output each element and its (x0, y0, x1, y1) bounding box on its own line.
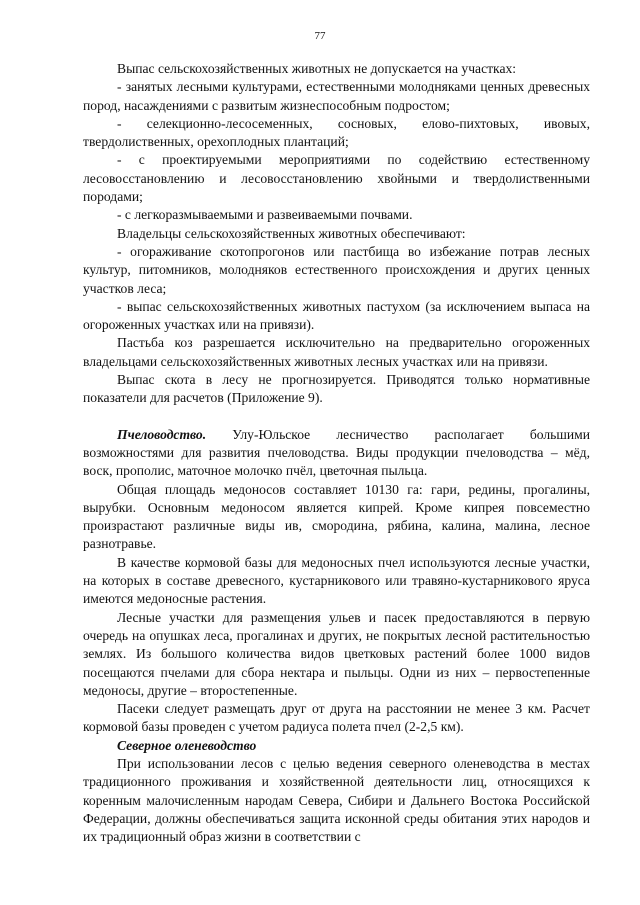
document-body (83, 60, 590, 846)
paragraph: - занятых лесными культурами, естественными молодняками ценных древесных пород, насаждениями с развитым жизнеспособным подростом; (83, 79, 590, 113)
section-spacer (83, 408, 590, 426)
paragraph: Общая площадь медоносов составляет 10130 га: гари, редины, прогалины, вырубки. Основным медоносом является кипрей. Кроме кипрея повсеместно произрастают различные виды ив, смородина, рябина, калина, малина, лесное разнотравье. (83, 481, 590, 552)
paragraph: Выпас сельскохозяйственных животных не допускается на участках: (117, 61, 517, 76)
paragraph: Пасеки следует размещать друг от друга на расстоянии не менее 3 км. Расчет кормовой базы проведен с учетом радиуса полета пчел (2-2,5 км). (83, 701, 590, 735)
paragraph: - с проектируемыми мероприятиями по содействию естественному лесовосстановлению и лесовосстановлению хвойными и твердолиственными породами; (83, 152, 590, 205)
beekeeping-intro-text: Улу-Юльское лесничество располагает большими возможностями для развития пчеловодства. Виды продукции пчеловодства – мёд, воск, прополис, маточное молочко пчёл, цветочная пыльца. (83, 426, 590, 479)
paragraph: - огораживание скотопрогонов или пастбища во избежание потрав лесных культур, питомников, молодняков естественного происхождения и других ценных участков леса; (83, 243, 590, 296)
paragraph: Выпас скота в лесу не прогнозируется. Приводятся только нормативные показатели для расчетов (Приложение 9). (83, 372, 590, 406)
beekeeping-intro-paragraph (83, 426, 590, 481)
paragraph: Лесные участки для размещения ульев и пасек предоставляются в первую очередь на опушках леса, прогалинах и других, не покрытых лесной растительностью землях. Из большого количества видов цветковых растений более 1000 видов посещаются пчелами для сбора нектара и пыльцы. Одни из них – первостепенные медоносы, другие – второстепенные. (83, 609, 590, 698)
paragraph: Владельцы сельскохозяйственных животных обеспечивают: (117, 225, 466, 241)
paragraph: - с легкоразмываемыми и развеиваемыми почвами. (117, 207, 413, 223)
reindeer-heading: Северное оленеводство (117, 737, 257, 753)
page-number: 77 (314, 30, 326, 42)
paragraph: Пастьба коз разрешается исключительно на предварительно огороженных владельцами сельскохозяйственных животных лесных участках или на привязи. (83, 335, 590, 369)
paragraph: - выпас сельскохозяйственных животных пастухом (за исключением выпаса на огороженных участках или на привязи). (83, 298, 590, 333)
beekeeping-heading: Пчеловодство. (117, 426, 207, 442)
paragraph: При использовании лесов с целью ведения северного оленеводства в местах традиционного проживания и хозяйственной деятельности лиц, относящихся к коренным малочисленным народам Севера, Сибири и Дальнего Востока Российской Федерации, должны обеспечиваться защита исконной среды обитания этих народов и их традиционный образ жизни в соответствии с (83, 755, 590, 845)
paragraph: В качестве кормовой базы для медоносных пчел используются лесные участки, на которых в составе древесного, кустарникового или травяно-кустарникового яруса имеются медоносные растения. (83, 554, 590, 607)
paragraph: - селекционно-лесосеменных, сосновых, елово-пихтовых, ивовых, твердолиственных, орехоплодных плантаций; (83, 115, 590, 150)
